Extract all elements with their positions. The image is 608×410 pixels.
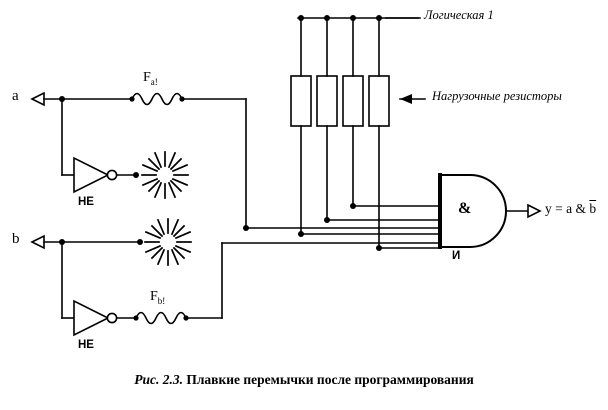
inverter-bottom-body (74, 301, 108, 335)
fuse-a-symbol (132, 94, 182, 105)
blown-fuse-bottom-node (137, 239, 143, 245)
logic-one-label: Логическая 1 (424, 8, 494, 22)
input-a-label: a (12, 88, 19, 104)
fuse-b-symbol (136, 313, 186, 324)
resistor-1 (291, 76, 311, 126)
caption-number: Рис. 2.3. (134, 372, 183, 387)
resistor-2 (317, 76, 337, 126)
output-label-prefix: y = a & (545, 201, 590, 216)
inverter-bottom-bubble (107, 313, 116, 322)
inverter-top-label: НЕ (78, 196, 94, 208)
blown-fuse-top-symbol (142, 152, 188, 198)
figure-caption (0, 372, 608, 388)
junction-col3 (350, 203, 356, 209)
rail-dot-2 (324, 15, 330, 21)
junction-col1 (298, 231, 304, 237)
fuse-b-label-sub: b! (157, 295, 166, 306)
fuse-b-label (150, 289, 165, 306)
fuse-a-label-sub: a! (150, 76, 158, 87)
load-resistors-label: Нагрузочные резисторы (432, 89, 562, 103)
fuse-a-node-left (129, 96, 134, 101)
inverter-top-bubble (107, 170, 116, 179)
fuse-b-label-base: F (150, 289, 158, 304)
resistor-3 (343, 76, 363, 126)
fuse-a-label-base: F (143, 70, 151, 85)
blown-fuse-bottom-symbol (145, 219, 191, 265)
output-terminal (528, 205, 540, 217)
input-a-terminal (32, 93, 44, 105)
and-gate-body (440, 175, 506, 247)
input-b-terminal (32, 236, 44, 248)
and-gate-name: И (452, 250, 461, 262)
rail-dot-1 (298, 15, 304, 21)
leader-resistors-arrow (400, 94, 412, 104)
junction-col2 (324, 217, 330, 223)
inverter-top-body (74, 158, 108, 192)
rail-dot-3 (350, 15, 356, 21)
rail-dot-4 (376, 15, 382, 21)
and-gate-symbol: & (458, 200, 472, 217)
junction-a-column (243, 225, 249, 231)
inverter-bottom-label: НЕ (78, 339, 94, 351)
output-label (545, 201, 596, 217)
output-label-overline: $\overline{b}$ (589, 201, 597, 216)
junction-col4 (376, 245, 382, 251)
blown-fuse-top-node (133, 172, 139, 178)
resistor-4 (369, 76, 389, 126)
caption-text: Плавкие перемычки после программирования (182, 372, 474, 387)
fuse-a-label (143, 70, 158, 87)
input-b-label: b (12, 231, 20, 247)
